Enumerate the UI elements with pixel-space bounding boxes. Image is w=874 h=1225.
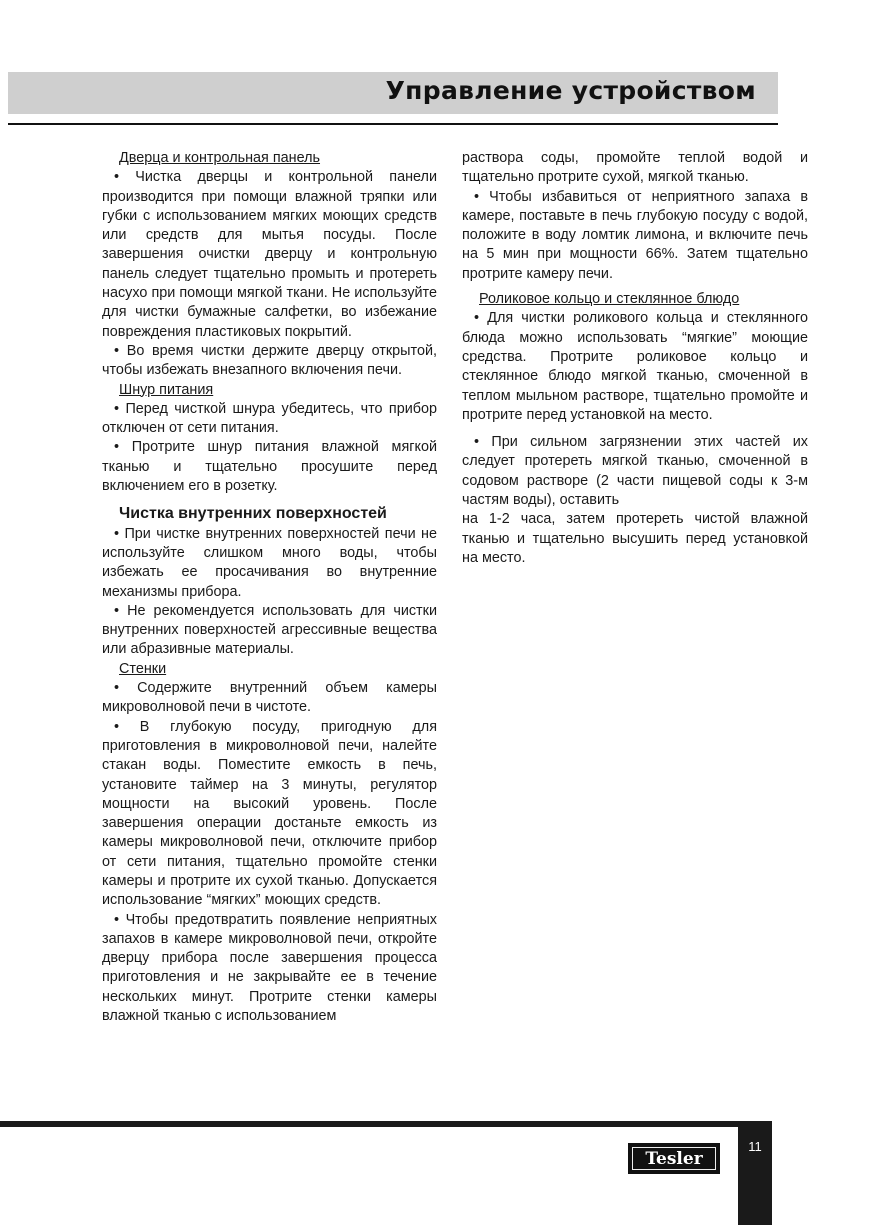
paragraph-cord-wipe: • Протрите шнур питания влажной мягкой тканью и тщательно просушите перед включением его в розетку. — [102, 439, 437, 495]
paragraph-continued: раствора соды, промойте теплой водой и тщательно протрите сухой, мягкой тканью. — [462, 150, 808, 186]
paragraph-ring-heavy: • При сильном загрязнении этих частей их следует протереть мягкой тканью, смоченной в содовом растворе (2 части пищевой соды к 3-м частям воды), оставить — [462, 434, 808, 509]
header-band — [8, 72, 778, 114]
footer-bar — [0, 1121, 738, 1127]
brand-logo — [628, 1143, 720, 1174]
brand-name: Tesler — [632, 1147, 716, 1170]
paragraph-inner-abrasive: • Не рекомендуется использовать для чистки внутренних поверхностей агрессивные вещества или абразивные материалы. — [102, 602, 437, 658]
subheading-walls: Стенки — [119, 660, 167, 677]
paragraph-door-cleaning: • Чистка дверцы и контрольной панели производится при помощи влажной тряпки или губки с использованием мягких моющих средств или средств для мытья посуды. После завершения очистки дверцу и контрольную панель следует тщательно промыть и протереть насухо при помощи мягкой ткани. Не используйте для чистки бумажные салфетки, во избежание повреждения пластиковых покрытий. — [102, 169, 437, 340]
page-tab — [738, 1121, 772, 1225]
subheading-door-panel: Дверца и контрольная панель — [119, 150, 321, 166]
paragraph-lemon: • Чтобы избавиться от неприятного запаха в камере, поставьте в печь глубокую посуду с водой, положите в воду ломтик лимона, и включите печь на 5 мин при мощности 66%. Затем тщательно протрите камеру печи. — [462, 188, 808, 282]
page-number: 11 — [748, 1139, 762, 1154]
paragraph-ring-dry: на 1-2 часа, затем протереть чистой влажной тканью и тщательно высушить перед установкой на место. — [462, 511, 808, 566]
paragraph-cord-check: • Перед чисткой шнура убедитесь, что прибор отключен от сети питания. — [102, 400, 437, 437]
right-column — [462, 149, 808, 568]
header-divider — [8, 123, 778, 125]
section-heading-inner-surfaces: Чистка внутренних поверхностей — [119, 505, 387, 523]
paragraph-ring-clean: • Для чистки роликового кольца и стеклянного блюда можно использовать “мягкие” моющие средства. Протрите роликовое кольцо и стеклянное блюдо мягкой тканью, смоченной в теплом мыльном растворе, тщательно промойте и протрите перед установкой на место. — [462, 310, 808, 423]
paragraph-inner-water: • При чистке внутренних поверхностей печи не используйте слишком много воды, чтобы избежать ее просачивания во внутренние механизмы прибора. — [102, 525, 437, 600]
paragraph-walls-clean: • Содержите внутренний объем камеры микроволновой печи в чистоте. — [102, 680, 437, 716]
paragraph-walls-steam: • В глубокую посуду, пригодную для приготовления в микроволновой печи, налейте стакан воды. Поместите емкость в печь, установите таймер на 3 минуты, регулятор мощности на высокий уровень. После завершения операции достаньте емкость из камеры микроволновой печи, отключите прибор от сети питания, тщательно промойте стенки камеры и протрите их сухой тканью. Допускается использование “мягких” моющих средств. — [102, 718, 437, 909]
left-column — [102, 149, 437, 1026]
paragraph-door-open: • Во время чистки держите дверцу открытой, чтобы избежать внезапного включения печи. — [102, 342, 437, 379]
subheading-roller-ring: Роликовое кольцо и стеклянное блюдо — [479, 291, 740, 308]
page-title: Управление устройством — [385, 76, 756, 105]
paragraph-walls-odor: • Чтобы предотвратить появление неприятных запахов в камере микроволновой печи, откройте дверцу прибора после завершения процесса приготовления и не закрывайте ее в течение нескольких минут. Протрите стенки камеры влажной тканью с использованием — [102, 911, 437, 1025]
subheading-power-cord: Шнур питания — [119, 381, 214, 398]
